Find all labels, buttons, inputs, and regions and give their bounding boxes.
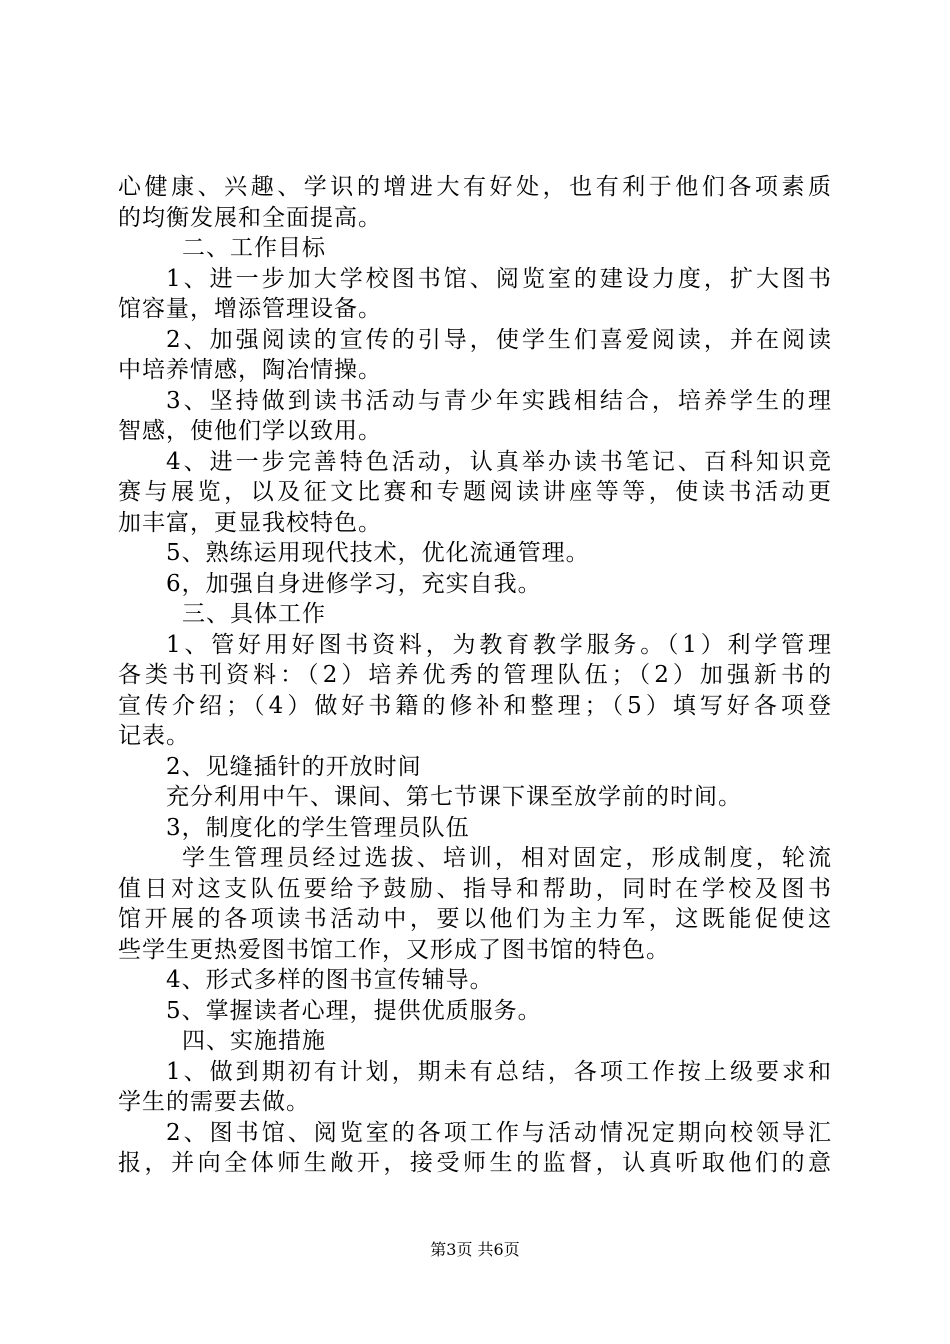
text-line: 馆开展的各项读书活动中，要以他们为主力军，这既能促使这 bbox=[118, 906, 832, 932]
text-line: 4、形式多样的图书宣传辅导。 bbox=[166, 967, 494, 993]
text-line: 1、进一步加大学校图书馆、阅览室的建设力度，扩大图书 bbox=[166, 265, 832, 292]
text-line: 1、管好用好图书资料，为教育教学服务。（1）利学管理 bbox=[166, 631, 832, 658]
text-line: 四、实施措施 bbox=[182, 1028, 326, 1054]
text-line: 报，并向全体师生敞开，接受师生的监督，认真听取他们的意 bbox=[118, 1150, 832, 1176]
text-line: 各类书刊资料：（2）培养优秀的管理队伍；（2）加强新书的 bbox=[118, 662, 832, 688]
text-line: 些学生更热爱图书馆工作，又形成了图书馆的特色。 bbox=[118, 936, 670, 963]
document-body bbox=[118, 172, 832, 1179]
text-line: 1、做到期初有计划，期未有总结，各项工作按上级要求和 bbox=[166, 1058, 832, 1085]
text-line: 的均衡发展和全面提高。 bbox=[118, 204, 382, 231]
text-line: 宣传介绍；（4）做好书籍的修补和整理；（5）填写好各项登 bbox=[118, 692, 832, 719]
text-line: 加丰富，更显我校特色。 bbox=[118, 509, 382, 536]
page-footer bbox=[0, 1238, 950, 1262]
page-number: 第3页 共6页 bbox=[430, 1240, 520, 1259]
text-line: 3，制度化的学生管理员队伍 bbox=[166, 814, 470, 841]
text-line: 三、具体工作 bbox=[182, 601, 326, 627]
text-line: 心健康、兴趣、学识的增进大有好处，也有利于他们各项素质 bbox=[118, 174, 832, 200]
text-line: 赛与展览，以及征文比赛和专题阅读讲座等等，使读书活动更 bbox=[118, 479, 832, 505]
text-line: 2、见缝插针的开放时间 bbox=[166, 753, 422, 780]
text-line: 馆容量，增添管理设备。 bbox=[118, 296, 382, 322]
text-line: 值日对这支队伍要给予鼓励、指导和帮助，同时在学校及图书 bbox=[118, 875, 832, 902]
text-line: 5、熟练运用现代技术，优化流通管理。 bbox=[166, 540, 590, 566]
text-line: 学生管理员经过选拔、培训，相对固定，形成制度，轮流 bbox=[182, 845, 832, 871]
text-line: 2、加强阅读的宣传的引导，使学生们喜爱阅读，并在阅读 bbox=[166, 326, 832, 353]
text-line: 中培养情感，陶冶情操。 bbox=[118, 357, 382, 383]
text-line: 记表。 bbox=[118, 723, 190, 749]
text-line: 学生的需要去做。 bbox=[118, 1089, 310, 1115]
text-line: 2、图书馆、阅览室的各项工作与活动情况定期向校领导汇 bbox=[166, 1119, 832, 1146]
text-line: 5、掌握读者心理，提供优质服务。 bbox=[166, 997, 542, 1024]
text-line: 4、进一步完善特色活动，认真举办读书笔记、百科知识竞 bbox=[166, 448, 832, 475]
text-line: 充分利用中午、课间、第七节课下课至放学前的时间。 bbox=[166, 784, 742, 810]
text-line: 3、坚持做到读书活动与青少年实践相结合，培养学生的理 bbox=[166, 387, 832, 414]
text-line: 6，加强自身进修学习，充实自我。 bbox=[166, 570, 542, 597]
text-line: 二、工作目标 bbox=[182, 235, 326, 261]
text-line: 智感，使他们学以致用。 bbox=[118, 418, 382, 444]
